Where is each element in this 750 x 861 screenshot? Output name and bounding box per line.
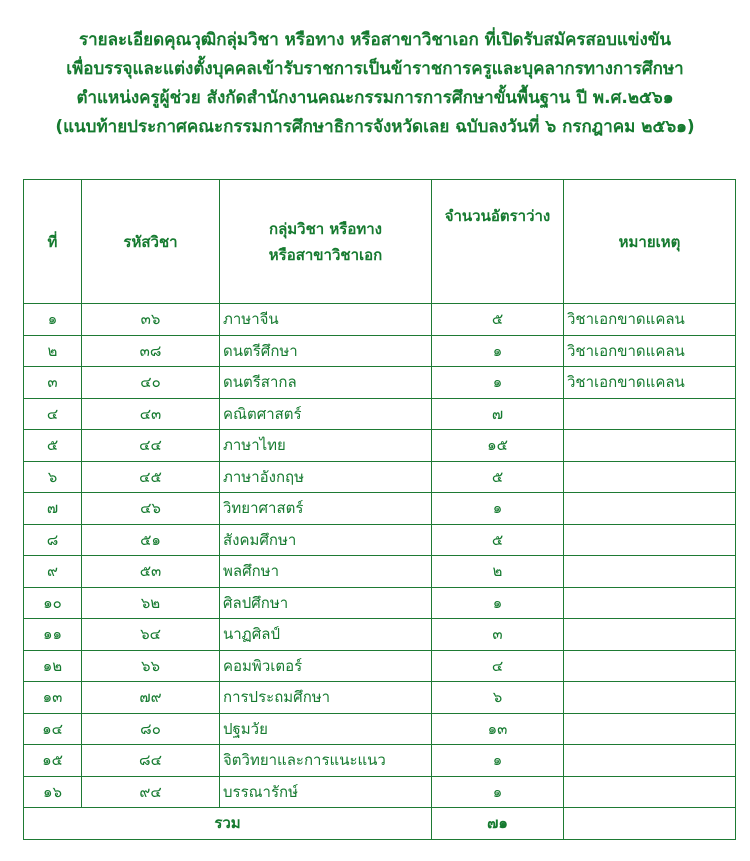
cell-remark: [564, 461, 736, 493]
total-vacancies: ๗๑: [432, 808, 564, 840]
vacancy-table: [23, 179, 736, 840]
cell-subject: คณิตศาสตร์: [220, 398, 432, 430]
table-header-row: [24, 180, 736, 304]
cell-code: ๕๓: [82, 556, 220, 588]
total-label: รวม: [24, 808, 432, 840]
cell-no: ๑๐: [24, 587, 82, 619]
cell-code: ๔๔: [82, 430, 220, 462]
cell-vacancies: ๑: [432, 587, 564, 619]
cell-vacancies: ๑๕: [432, 430, 564, 462]
cell-no: ๕: [24, 430, 82, 462]
cell-remark: [564, 745, 736, 777]
cell-code: ๕๑: [82, 524, 220, 556]
cell-remark: [564, 650, 736, 682]
cell-vacancies: ๒: [432, 556, 564, 588]
cell-no: ๒: [24, 335, 82, 367]
cell-remark: [564, 713, 736, 745]
cell-remark: [564, 524, 736, 556]
cell-subject: ดนตรีสากล: [220, 367, 432, 399]
header-line-2: เพื่อบรรจุและแต่งตั้งบุคคลเข้ารับราชการเป็นข้าราชการครูและบุคลากรทางการศึกษา: [66, 59, 684, 79]
cell-vacancies: ๑: [432, 367, 564, 399]
cell-code: ๙๔: [82, 776, 220, 808]
cell-no: ๑๒: [24, 650, 82, 682]
total-row: [24, 808, 736, 840]
cell-subject: การประถมศึกษา: [220, 682, 432, 714]
table-body: [24, 304, 736, 840]
cell-remark: [564, 776, 736, 808]
cell-code: ๔๕: [82, 461, 220, 493]
cell-vacancies: ๕: [432, 461, 564, 493]
cell-vacancies: ๑: [432, 776, 564, 808]
cell-code: ๖๔: [82, 619, 220, 651]
table-row: [24, 493, 736, 525]
cell-no: ๑๕: [24, 745, 82, 777]
cell-remark: [564, 493, 736, 525]
table-row: [24, 713, 736, 745]
cell-vacancies: ๕: [432, 304, 564, 336]
cell-no: ๑๑: [24, 619, 82, 651]
cell-vacancies: ๑: [432, 493, 564, 525]
cell-code: ๘๐: [82, 713, 220, 745]
cell-vacancies: ๑: [432, 745, 564, 777]
cell-remark: [564, 430, 736, 462]
cell-remark: [564, 398, 736, 430]
table-row: [24, 335, 736, 367]
table-row: [24, 556, 736, 588]
cell-vacancies: ๖: [432, 682, 564, 714]
cell-subject: สังคมศึกษา: [220, 524, 432, 556]
cell-subject: วิทยาศาสตร์: [220, 493, 432, 525]
table-row: [24, 304, 736, 336]
cell-code: ๔๖: [82, 493, 220, 525]
total-remark: [564, 808, 736, 840]
cell-subject: นาฏศิลป์: [220, 619, 432, 651]
header-subject-line-2: หรือสาขาวิชาเอก: [268, 245, 383, 264]
cell-subject: ปฐมวัย: [220, 713, 432, 745]
cell-no: ๘: [24, 524, 82, 556]
header-remark: หมายเหตุ: [564, 180, 736, 304]
cell-remark: วิชาเอกขาดแคลน: [564, 367, 736, 399]
cell-no: ๓: [24, 367, 82, 399]
cell-vacancies: ๗: [432, 398, 564, 430]
cell-no: ๙: [24, 556, 82, 588]
cell-no: ๑: [24, 304, 82, 336]
cell-subject: ศิลปศึกษา: [220, 587, 432, 619]
document-header: [0, 26, 750, 142]
cell-subject: ภาษาอังกฤษ: [220, 461, 432, 493]
table-row: [24, 619, 736, 651]
cell-code: ๓๘: [82, 335, 220, 367]
header-subject-line-1: กลุ่มวิชา หรือทาง: [269, 219, 382, 238]
table-row: [24, 682, 736, 714]
cell-subject: พลศึกษา: [220, 556, 432, 588]
cell-subject: บรรณารักษ์: [220, 776, 432, 808]
cell-code: ๔๓: [82, 398, 220, 430]
header-line-1: รายละเอียดคุณวุฒิกลุ่มวิชา หรือทาง หรือสาขาวิชาเอก ที่เปิดรับสมัครสอบแข่งขัน: [78, 30, 672, 50]
table-row: [24, 524, 736, 556]
cell-subject: จิตวิทยาและการแนะแนว: [220, 745, 432, 777]
cell-code: ๖๖: [82, 650, 220, 682]
header-line-4: (แนบท้ายประกาศคณะกรรมการศึกษาธิการจังหวัดเลย ฉบับลงวันที่ ๖ กรกฎาคม ๒๕๖๑): [55, 117, 695, 137]
cell-code: ๗๙: [82, 682, 220, 714]
cell-code: ๔๐: [82, 367, 220, 399]
table-row: [24, 367, 736, 399]
cell-subject: ดนตรีศึกษา: [220, 335, 432, 367]
cell-code: ๘๔: [82, 745, 220, 777]
cell-remark: [564, 619, 736, 651]
cell-code: ๓๖: [82, 304, 220, 336]
cell-remark: [564, 587, 736, 619]
table-row: [24, 587, 736, 619]
cell-vacancies: ๑: [432, 335, 564, 367]
header-line-3: ตำแหน่งครูผู้ช่วย สังกัดสำนักงานคณะกรรมการการศึกษาขั้นพื้นฐาน ปี พ.ศ.๒๕๖๑: [76, 88, 674, 108]
cell-remark: วิชาเอกขาดแคลน: [564, 335, 736, 367]
cell-code: ๖๒: [82, 587, 220, 619]
cell-no: ๑๖: [24, 776, 82, 808]
table-row: [24, 430, 736, 462]
cell-subject: ภาษาจีน: [220, 304, 432, 336]
table-row: [24, 398, 736, 430]
cell-no: ๑๔: [24, 713, 82, 745]
cell-no: ๔: [24, 398, 82, 430]
table-row: [24, 650, 736, 682]
cell-vacancies: ๔: [432, 650, 564, 682]
table-row: [24, 745, 736, 777]
cell-remark: [564, 556, 736, 588]
header-subject: [220, 180, 432, 304]
cell-subject: ภาษาไทย: [220, 430, 432, 462]
cell-remark: วิชาเอกขาดแคลน: [564, 304, 736, 336]
cell-vacancies: ๕: [432, 524, 564, 556]
table-row: [24, 461, 736, 493]
table-row: [24, 776, 736, 808]
cell-no: ๗: [24, 493, 82, 525]
cell-no: ๑๓: [24, 682, 82, 714]
cell-remark: [564, 682, 736, 714]
header-vacancies: จำนวนอัตราว่าง: [432, 180, 564, 304]
cell-no: ๖: [24, 461, 82, 493]
cell-vacancies: ๓: [432, 619, 564, 651]
header-no: ที่: [24, 180, 82, 304]
cell-vacancies: ๑๓: [432, 713, 564, 745]
cell-subject: คอมพิวเตอร์: [220, 650, 432, 682]
header-code: รหัสวิชา: [82, 180, 220, 304]
